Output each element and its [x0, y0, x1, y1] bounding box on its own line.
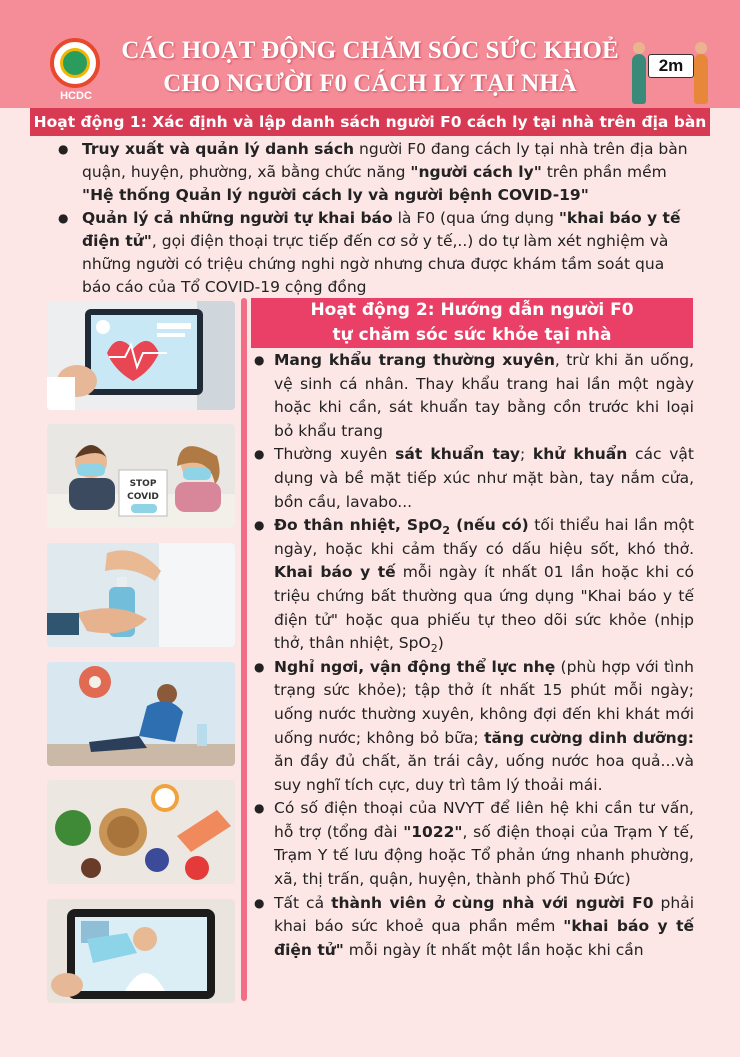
list-item: ● Nghỉ ngơi, vận động thể lực nhẹ (phù hợp với tình trạng sức khỏe); tập thở ít nhất 15 phút mỗi ngày; uống nước thường xuyên, không đợi đến khi khát mới uống nước; không bỏ bữa; tăng cường dinh dưỡng: ăn đầy đủ chất, ăn trái cây, uống nước hoa quả...và suy nghĩ tích cực, duy trì tâm lý thoải mái. [252, 656, 694, 798]
divider-line [241, 298, 247, 1001]
activity2-title-line1: Hoạt động 2: Hướng dẫn người F0 [310, 300, 634, 320]
activity2-title [251, 298, 693, 348]
header-banner [0, 0, 740, 108]
title-line-2: CHO NGƯỜI F0 CÁCH LY TẠI NHÀ [163, 70, 577, 97]
activity2-title-line2: tự chăm sóc sức khỏe tại nhà [332, 325, 612, 345]
photo-exercise [47, 662, 235, 766]
social-distance-icon [628, 42, 712, 106]
list-item: ● Tất cả thành viên ở cùng nhà với người F0 phải khai báo sức khoẻ qua phần mềm "khai báo y tế điện tử" mỗi ngày ít nhất một lần hoặc khi cần [252, 892, 694, 963]
activity2-list [252, 349, 694, 962]
activity1-title: Hoạt động 1: Xác định và lập danh sách người F0 cách ly tại nhà trên địa bàn [30, 108, 710, 136]
list-item: ● Quản lý cả những người tự khai báo là F0 (qua ứng dụng "khai báo y tế điện tử", gọi điện thoại trực tiếp đến cơ sở y tế,..) do tự làm xét nghiệm và những người có triệu chứng nghi ngờ nhưng chưa được khám tầm soát qua báo cáo của Tổ COVID-19 cộng đồng [56, 207, 696, 299]
activity1-list [56, 138, 696, 299]
list-item: ● Đo thân nhiệt, SpO$_2$ (nếu có) tối thiểu hai lần một ngày, hoặc khi cảm thấy có dấu hiệu sốt, khó thở. Khai báo y tế mỗi ngày ít nhất 01 lần hoặc khi có triệu chứng bất thường qua ứng dụng "Khai báo y tế điện tử" hoặc qua phiếu tự theo dõi sức khỏe (nhịp thở, thân nhiệt, SpO$_2$) [252, 514, 694, 656]
hcdc-logo [50, 38, 100, 88]
logo-text: HCDC [60, 90, 92, 102]
list-item: ● Thường xuyên sát khuẩn tay; khử khuẩn các vật dụng và bề mặt tiếp xúc như mặt bàn, tay nắm cửa, bồn cầu, lavabo... [252, 443, 694, 514]
photo-video-consultation [47, 899, 235, 1003]
list-item: ● Truy xuất và quản lý danh sách người F0 đang cách ly tại nhà trên địa bàn quận, huyện, phường, xã bằng chức năng "người cách ly" trên phần mềm "Hệ thống Quản lý người cách ly và người bệnh COVID-19" [56, 138, 696, 207]
distance-label: 2m [648, 54, 694, 78]
stop-sign-line2: COVID [127, 492, 159, 502]
page-title [110, 34, 630, 100]
list-item: ● Mang khẩu trang thường xuyên, trừ khi ăn uống, vệ sinh cá nhân. Thay khẩu trang hai lần một ngày hoặc khi cần, sát khuẩn tay bằng cồn trước khi loại bỏ khẩu trang [252, 349, 694, 443]
title-line-1: CÁC HOẠT ĐỘNG CHĂM SÓC SỨC KHOẺ [121, 37, 619, 64]
stop-sign-line1: STOP [129, 479, 157, 489]
photo-hand-sanitizer [47, 543, 235, 647]
photo-telemedicine-tablet [47, 301, 235, 410]
photo-children-masks [47, 424, 235, 528]
photo-healthy-food [47, 780, 235, 884]
list-item: ● Có số điện thoại của NVYT để liên hệ khi cần tư vấn, hỗ trợ (tổng đài "1022", số điện thoại của Trạm Y tế, Trạm Y tế lưu động hoặc Tổ phản ứng nhanh phường, xã, thị trấn, quận, huyện, thành phố Thủ Đức) [252, 797, 694, 891]
